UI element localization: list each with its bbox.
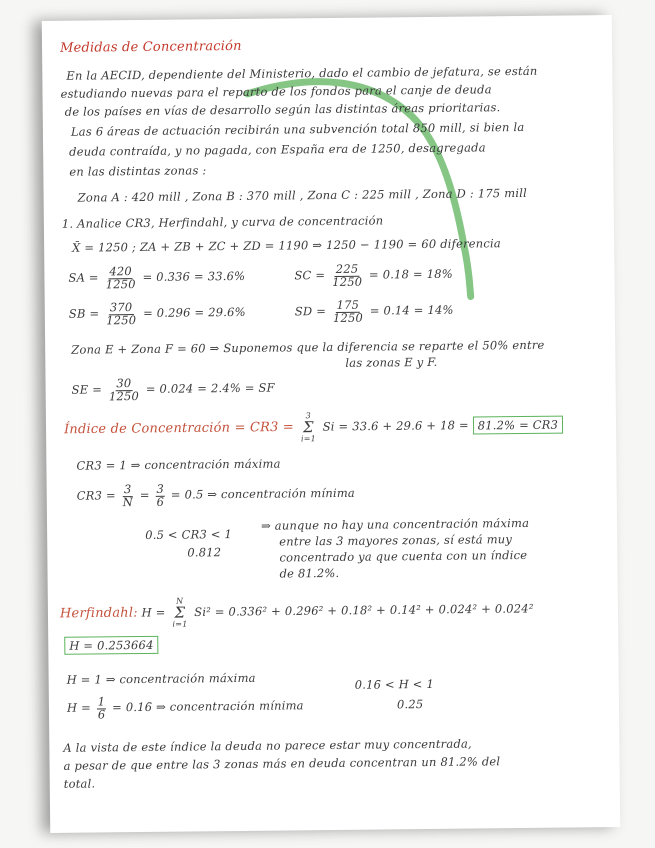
share-b-result: = 0.296 = 29.6% (142, 304, 246, 320)
herfindahl-line (60, 594, 534, 630)
h-min-label: H = (66, 700, 91, 715)
cr3-min-label: CR3 = (76, 488, 116, 503)
intro-line: En la AECID, dependiente del Ministerio, dado el cambio de jefatura, se están (66, 63, 538, 83)
share-b-fraction: $\frac{370}{1250}$ (106, 300, 137, 327)
cr3-sum: Si = 33.6 + 29.6 + 18 = (322, 418, 469, 434)
comment-line: ⇒ aunque no hay una concentración máxima (260, 515, 530, 533)
share-b (69, 301, 246, 327)
cr3-line (64, 410, 563, 446)
share-a (68, 265, 245, 291)
h-result-box: H = 0.253664 (64, 636, 158, 655)
cr3-min-fraction-1: $\frac{3}{N}$ (122, 482, 134, 509)
share-d-result: = 0.14 = 14% (369, 302, 454, 318)
cr3-result-box: 81.2% = CR3 (473, 415, 564, 434)
intro-line: en las distintas zonas : (69, 163, 207, 179)
share-e (72, 377, 275, 403)
share-c-result: = 0.18 = 18% (368, 266, 453, 282)
mean-line: X̄ = 1250 ; ZA + ZB + ZC + ZD = 1190 ⇒ 1250 − 1190 = 60 diferencia (72, 236, 502, 255)
comment-line: concentrado ya que cuenta con un índice (279, 547, 528, 565)
herfindahl-h: H = (141, 605, 166, 620)
zone-ef-line: Zona E + Zona F = 60 ⇒ Suponemos que la diferencia se reparte el 50% entre (71, 337, 545, 357)
share-d-fraction: $\frac{175}{1250}$ (332, 297, 364, 325)
zones-line: Zona A : 420 mill , Zona B : 370 mill , Zona C : 225 mill , Zona D : 175 mill (77, 185, 527, 205)
notebook-page (42, 15, 620, 833)
share-a-result: = 0.336 = 33.6% (142, 268, 246, 284)
share-e-result: = 0.024 = 2.4% = SF (145, 380, 275, 396)
comment-line: entre las 3 mayores zonas, sí está muy (279, 532, 513, 549)
share-d (295, 299, 454, 325)
herfindahl-expression: Si² = 0.336² + 0.296² + 0.18² + 0.14² + 0.024² + 0.024² (194, 601, 534, 619)
sum-symbol: N Σ i=1 (172, 596, 188, 629)
share-e-fraction: $\frac{30}{1250}$ (108, 376, 140, 403)
share-a-label: SA = (68, 270, 99, 285)
share-a-fraction: $\frac{420}{1250}$ (105, 264, 136, 291)
intro-line: deuda contraída, y no pagada, con España era de 1250, desagregada (69, 140, 486, 159)
h-inequality: 0.16̄ < H < 1 (354, 676, 435, 692)
share-b-label: SB = (68, 306, 100, 321)
share-c (294, 263, 453, 289)
h-result-line (64, 638, 158, 653)
conclusion-line: total. (63, 776, 96, 791)
intro-line: Las 6 áreas de actuación recibirán una subvención total 850 mill, si bien la (70, 119, 525, 139)
zone-ef-line-2: las zonas E y F. (345, 354, 438, 370)
cr3-label: Índice de Concentración = CR3 = (63, 419, 295, 438)
cr3-inequality-value: 0.812 (187, 545, 222, 560)
cr3-min-line: CR3 = $\frac{3}{N}$ = $\frac{3}{6}$ = 0.5 ⇒ concentración mínima (76, 481, 356, 509)
share-d-label: SD = (294, 304, 327, 319)
conclusion-line: a pesar de que entre las 3 zonas más en deuda concentran un 81.2% del (63, 754, 501, 773)
page-title: Medidas de Concentración (59, 38, 242, 56)
share-e-label: SE = (71, 382, 103, 397)
cr3-min-fraction-2: $\frac{3}{6}$ (156, 481, 165, 509)
intro-line: de los países en vías de desarrollo según las distintas áreas prioritarias. (64, 100, 501, 119)
h-min-result: = 0.16̄ ⇒ concentración mínima (112, 698, 304, 715)
share-c-fraction: $\frac{225}{1250}$ (332, 261, 363, 289)
intro-line: estudiando nuevas para el reparto de los fondos para el canje de deuda (60, 82, 492, 101)
cr3-max-line: CR3 = 1 ⇒ concentración máxima (76, 456, 281, 473)
share-c-label: SC = (294, 268, 326, 283)
h-min-line (67, 694, 304, 720)
h-inequality-value: 0.25 (396, 697, 424, 712)
question-line: 1. Analice CR3, Herfindahl, y curva de concentración (61, 213, 384, 231)
cr3-inequality: 0.5 < CR3 < 1 (145, 527, 233, 542)
herfindahl-label: Herfindahl: (59, 605, 138, 622)
comment-line: de 81.2%. (279, 565, 340, 581)
h-max-line: H = 1 ⇒ concentración máxima (66, 670, 256, 687)
cr3-min-result: = 0.5 ⇒ concentración mínima (170, 485, 356, 502)
conclusion-line: A la vista de este índice la deuda no parece estar muy concentrada, (63, 736, 472, 755)
h-min-fraction: $\frac{1}{6}$ (97, 694, 106, 721)
sum-symbol: 3 Σ i=1 (300, 411, 316, 444)
